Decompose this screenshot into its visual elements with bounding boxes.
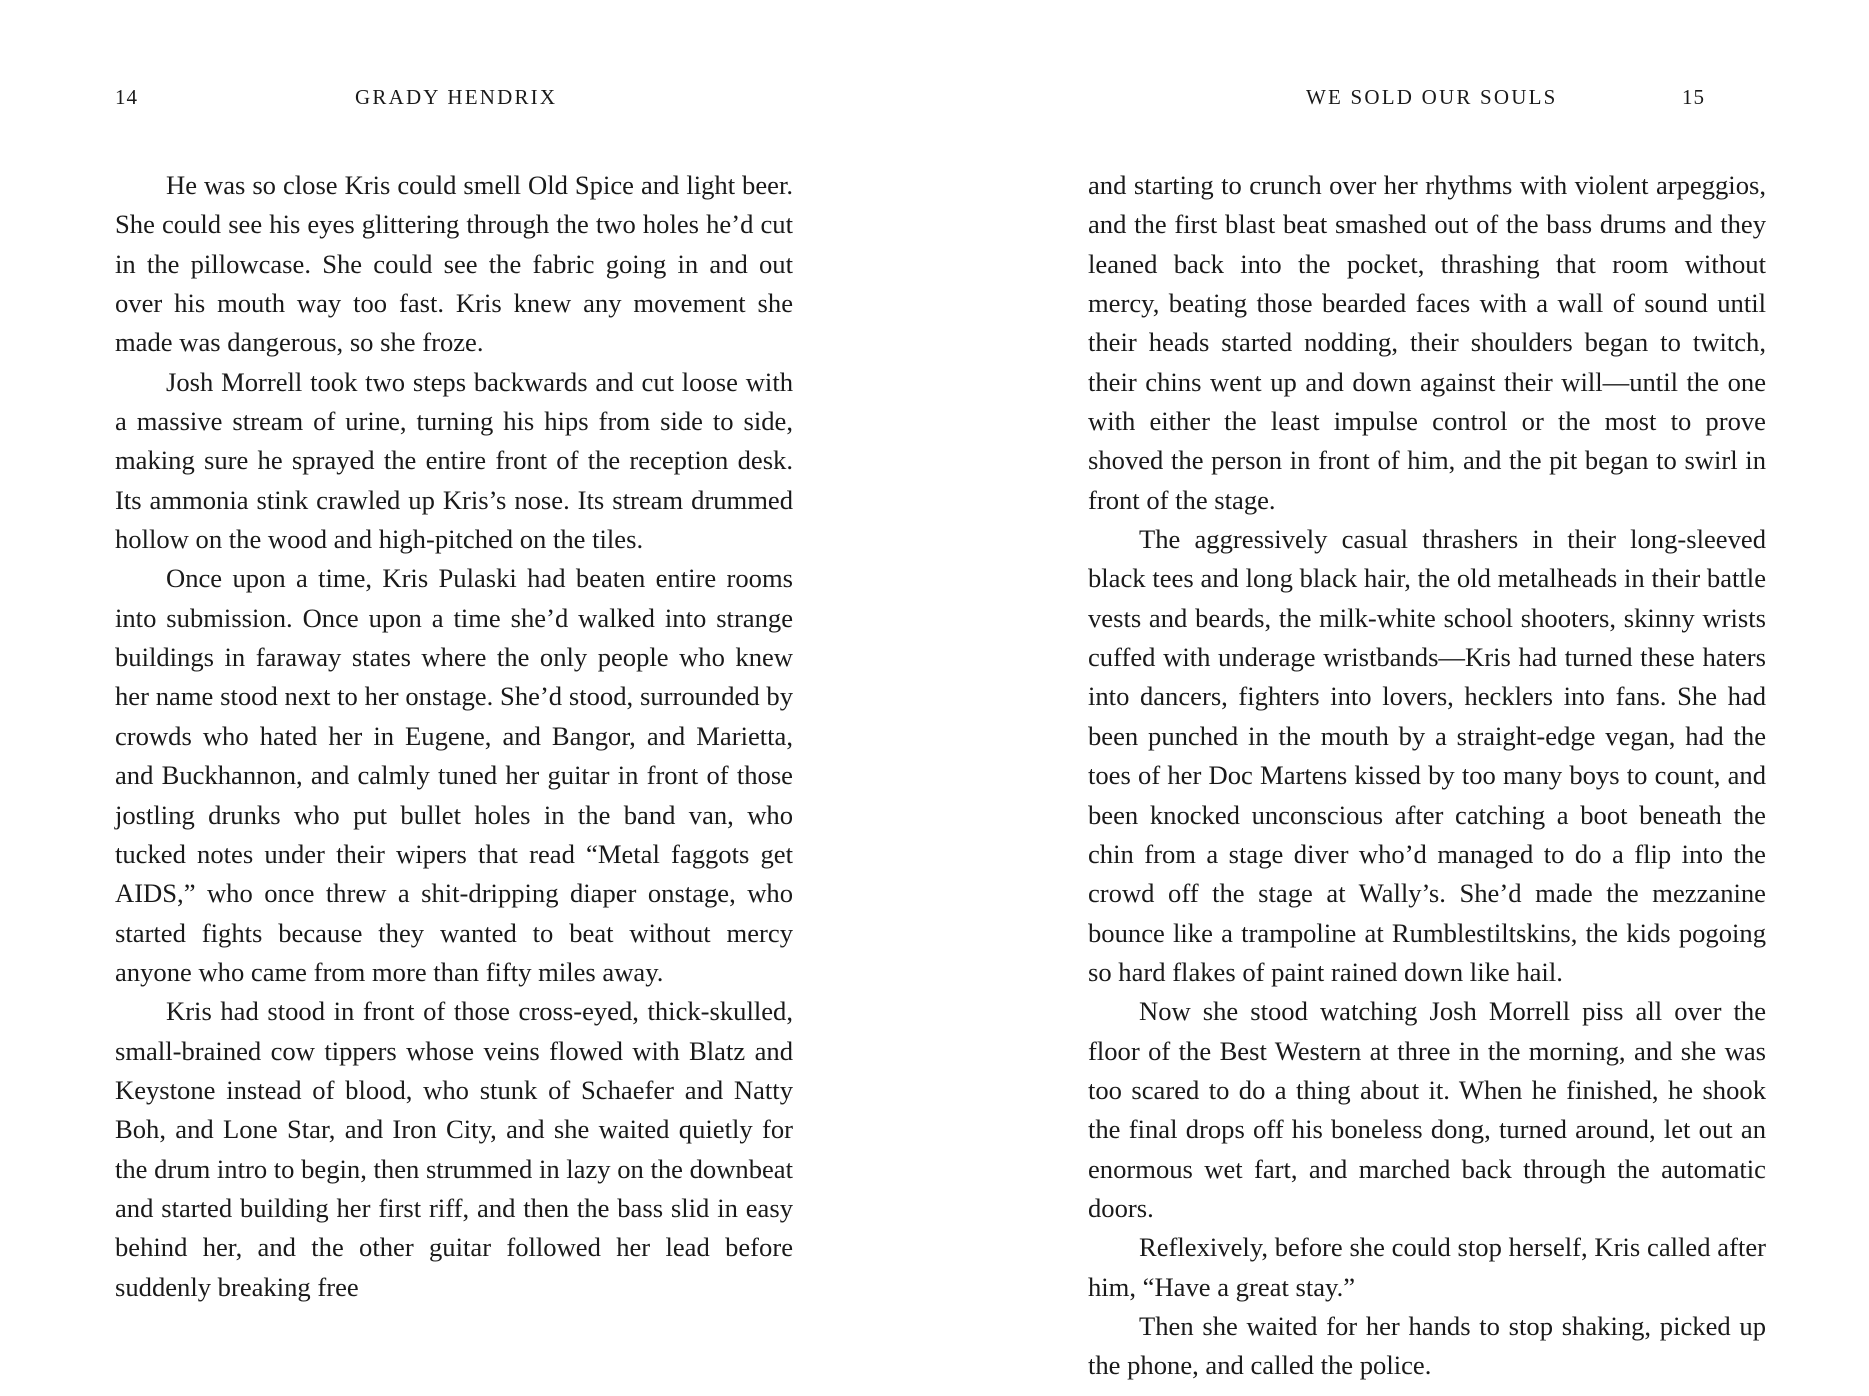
left-page	[0, 0, 934, 1396]
body-text	[1088, 166, 1766, 1386]
paragraph: Kris had stood in front of those cross-eyed, thick-skulled, small-brained cow tippers whose veins flowed with Blatz and Keystone instead of blood, who stunk of Schaefer and Natty Boh, and Lone Star, and Iron City, and she waited quietly for the drum intro to begin, then strummed in lazy on the downbeat and started building her first riff, and then the bass slid in easy behind her, and the other guitar followed her lead before suddenly breaking free	[115, 996, 793, 1302]
paragraph: Then she waited for her hands to stop shaking, picked up the phone, and called the police.	[1088, 1310, 1766, 1381]
paragraph: He was so close Kris could smell Old Spice and light beer. She could see his eyes glittering through the two holes he’d cut in the pillowcase. She could see the fabric going in and out over his mouth way too fast. Kris knew any movement she made was dangerous, so she froze.	[115, 170, 793, 358]
right-page	[934, 0, 1868, 1396]
running-head-author: GRADY HENDRIX	[355, 85, 558, 109]
running-head-title: WE SOLD OUR SOULS	[1306, 85, 1558, 109]
paragraph: Now she stood watching Josh Morrell piss all over the floor of the Best Western at three in the morning, and she was too scared to do a thing about it. When he finished, he shook the final drops off his boneless dong, turned around, let out an enormous wet fart, and marched back through the automatic doors.	[1088, 996, 1766, 1223]
paragraph: Reflexively, before she could stop herself, Kris called after him, “Have a great stay.”	[1088, 1232, 1766, 1302]
page-number: 15	[1682, 85, 1705, 109]
page-number: 14	[115, 85, 138, 109]
body-text	[115, 166, 793, 1307]
paragraph: Josh Morrell took two steps backwards and cut loose with a massive stream of urine, turning his hips from side to side, making sure he sprayed the entire front of the reception desk. Its ammonia stink crawled up Kris’s nose. Its stream drummed hollow on the wood and high-pitched on the tiles.	[115, 366, 793, 555]
paragraph: The aggressively casual thrashers in their long-sleeved black tees and long black hair, the old metalheads in their battle vests and beards, the milk-white school shooters, skinny wrists cuffed with underage wristbands—Kris had turned these haters into dancers, fighters into lovers, hecklers into fans. She had been punched in the mouth by a straight-edge vegan, had the toes of her Doc Martens kissed by too many boys to count, and been knocked unconscious after catching a boot beneath the chin from a stage diver who’d managed to do a flip into the crowd off the stage at Wally’s. She’d made the mezzanine bounce like a trampoline at Rumblestiltskins, the kids pogoing so hard flakes of paint rained down like hail.	[1088, 524, 1766, 987]
paragraph: Once upon a time, Kris Pulaski had beaten entire rooms into submission. Once upon a time she’d walked into strange buildings in faraway states where the only people who knew her name stood next to her onstage. She’d stood, surrounded by crowds who hated her in Eugene, and Bangor, and Marietta, and Buckhannon, and calmly tuned her guitar in front of those jostling drunks who put bullet holes in the band van, who tucked notes under their wipers that read “Metal faggots get AIDS,” who once threw a shit-dripping diaper onstage, who started fights because they wanted to beat without mercy anyone who came from more than fifty miles away.	[115, 563, 793, 987]
paragraph-continued: and starting to crunch over her rhythms with violent arpeggios, and the first blast beat smashed out of the bass drums and they leaned back into the pocket, thrashing that room without mercy, beating those bearded faces with a wall of sound until their heads started nodding, their shoulders began to twitch, their chins went up and down against their will—until the one with either the least impulse control or the most to prove shoved the person in front of him, and the pit began to swirl in front of the stage.	[1088, 170, 1766, 515]
